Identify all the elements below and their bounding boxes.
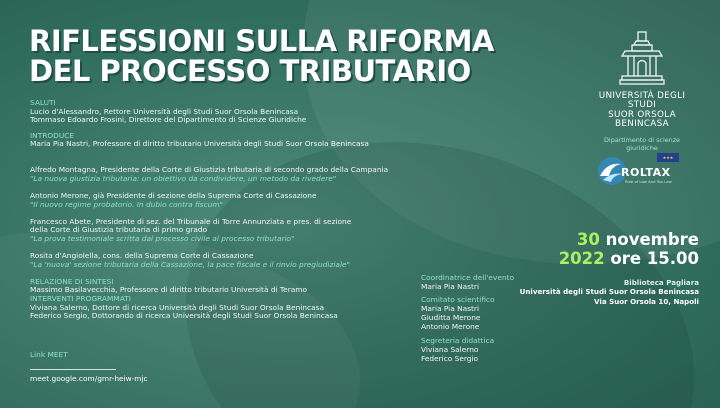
secretariat-label: Segreteria didattica bbox=[421, 335, 495, 345]
roltax-tagline: Rule of Law And Tax Law bbox=[625, 179, 672, 184]
saluti-speaker: Lucio d'Alessandro, Rettore Università degli Studi Suor Orsola Benincasa bbox=[30, 106, 299, 116]
speaker-topic: "La nuova giustizia tributaria: un obiettivo da condividere, un metodo da rivedere" bbox=[30, 173, 337, 183]
interventi-speaker: Viviana Salerno, Dottore di ricerca Università degli Studi Suor Orsola Benincasa bbox=[30, 302, 325, 312]
coordinator-label: Coordinatrice dell'evento bbox=[421, 273, 514, 282]
title-line-1: RIFLESSIONI SULLA RIFORMA bbox=[29, 24, 494, 58]
meet-link[interactable]: meet.google.com/gmr-heiw-mjc bbox=[30, 374, 148, 383]
meet-link-label: Link MEET bbox=[30, 350, 68, 359]
introduce-speaker: Maria Pia Nastri, Professore di diritto tributario Università degli Studi Suor Orsola Benincasa bbox=[30, 139, 369, 149]
event-day: 30 bbox=[576, 230, 600, 249]
department-name: Dipartimento di scienze giuridiche bbox=[604, 135, 680, 152]
event-date bbox=[559, 231, 699, 268]
university-name: UNIVERSITÀ DEGLI STUDI SUOR ORSOLA BENINCASA bbox=[598, 91, 686, 130]
event-time: ore 15.00 bbox=[610, 248, 699, 268]
event-title bbox=[29, 26, 494, 86]
speaker-topic: "La prova testimoniale scritta dal processo civile al processo tributario" bbox=[30, 233, 295, 243]
event-month: novembre bbox=[605, 230, 699, 249]
meet-link-section bbox=[30, 350, 148, 383]
interventi-label: INTERVENTI PROGRAMMATI bbox=[30, 294, 131, 304]
speaker-name: Antonio Merone, già Presidente di sezione della Suprema Corte di Cassazione bbox=[30, 190, 317, 200]
event-venue bbox=[520, 278, 699, 306]
venue-address: Via Suor Orsola 10, Napoli bbox=[594, 296, 699, 306]
saluti-speaker: Tommaso Edoardo Frosini, Direttore del Dipartimento di Scienze Giuridiche bbox=[30, 115, 307, 125]
interventi-speaker: Federico Sergio, Dottorando di ricerca Università degli Studi Suor Orsola Benincasa bbox=[30, 311, 338, 321]
university-logo bbox=[588, 30, 696, 152]
title-line-2: DEL PROCESSO TRIBUTARIO bbox=[29, 54, 471, 88]
speaker-name: Rosita d'Angiolella, cons. della Suprema Corte di Cassazione bbox=[30, 251, 254, 261]
committee-member: Maria Pia Nastri bbox=[421, 304, 479, 314]
committee-member: Maria Pia Nastri bbox=[421, 282, 479, 292]
committee-member: Viviana Salerno bbox=[421, 344, 479, 354]
roltax-name: ROLTAX bbox=[621, 166, 671, 179]
university-building-icon bbox=[619, 30, 665, 88]
scientific-committee-label: Comitato scientifico bbox=[421, 295, 495, 305]
saluti-label: SALUTI bbox=[30, 98, 56, 107]
speaker-name: Francesco Abete, Presidente di sez. del Tribunale di Torre Annunziata e pres. di sezione bbox=[30, 216, 352, 226]
committee-section bbox=[421, 273, 514, 363]
venue-institution: Università degli Studi Suor Orsola Benincasa bbox=[519, 287, 699, 297]
eu-flag-icon: ★★★ bbox=[657, 153, 679, 162]
speaker-topic: "La 'nuova' sezione tributaria della Cassazione, la pace fiscale e il rinvio pregiudiziale" bbox=[30, 259, 350, 269]
program-section bbox=[30, 99, 420, 321]
committee-member: Giuditta Merone bbox=[421, 313, 481, 323]
speaker-name: Alfredo Montagna, Presidente della Corte di Giustizia tributaria di secondo grado della Campania bbox=[30, 165, 389, 175]
committee-member: Federico Sergio bbox=[421, 353, 479, 363]
committee-member: Antonio Merone bbox=[421, 322, 480, 332]
speaker-topic: "Il nuovo regime probatorio. In dubio contra fiscum" bbox=[30, 199, 224, 209]
sintesi-label: RELAZIONE DI SINTESI bbox=[30, 276, 114, 286]
speaker-name: della Corte di Giustizia tributaria di primo grado bbox=[30, 225, 208, 235]
sintesi-speaker: Massimo Basilavecchia, Professore di diritto tributario Università di Teramo bbox=[30, 285, 308, 295]
event-year: 2022 bbox=[558, 248, 605, 268]
roltax-logo bbox=[597, 152, 685, 190]
introduce-label: INTRODUCE bbox=[30, 130, 75, 140]
divider bbox=[30, 369, 116, 370]
venue-name: Biblioteca Pagliara bbox=[623, 278, 699, 287]
